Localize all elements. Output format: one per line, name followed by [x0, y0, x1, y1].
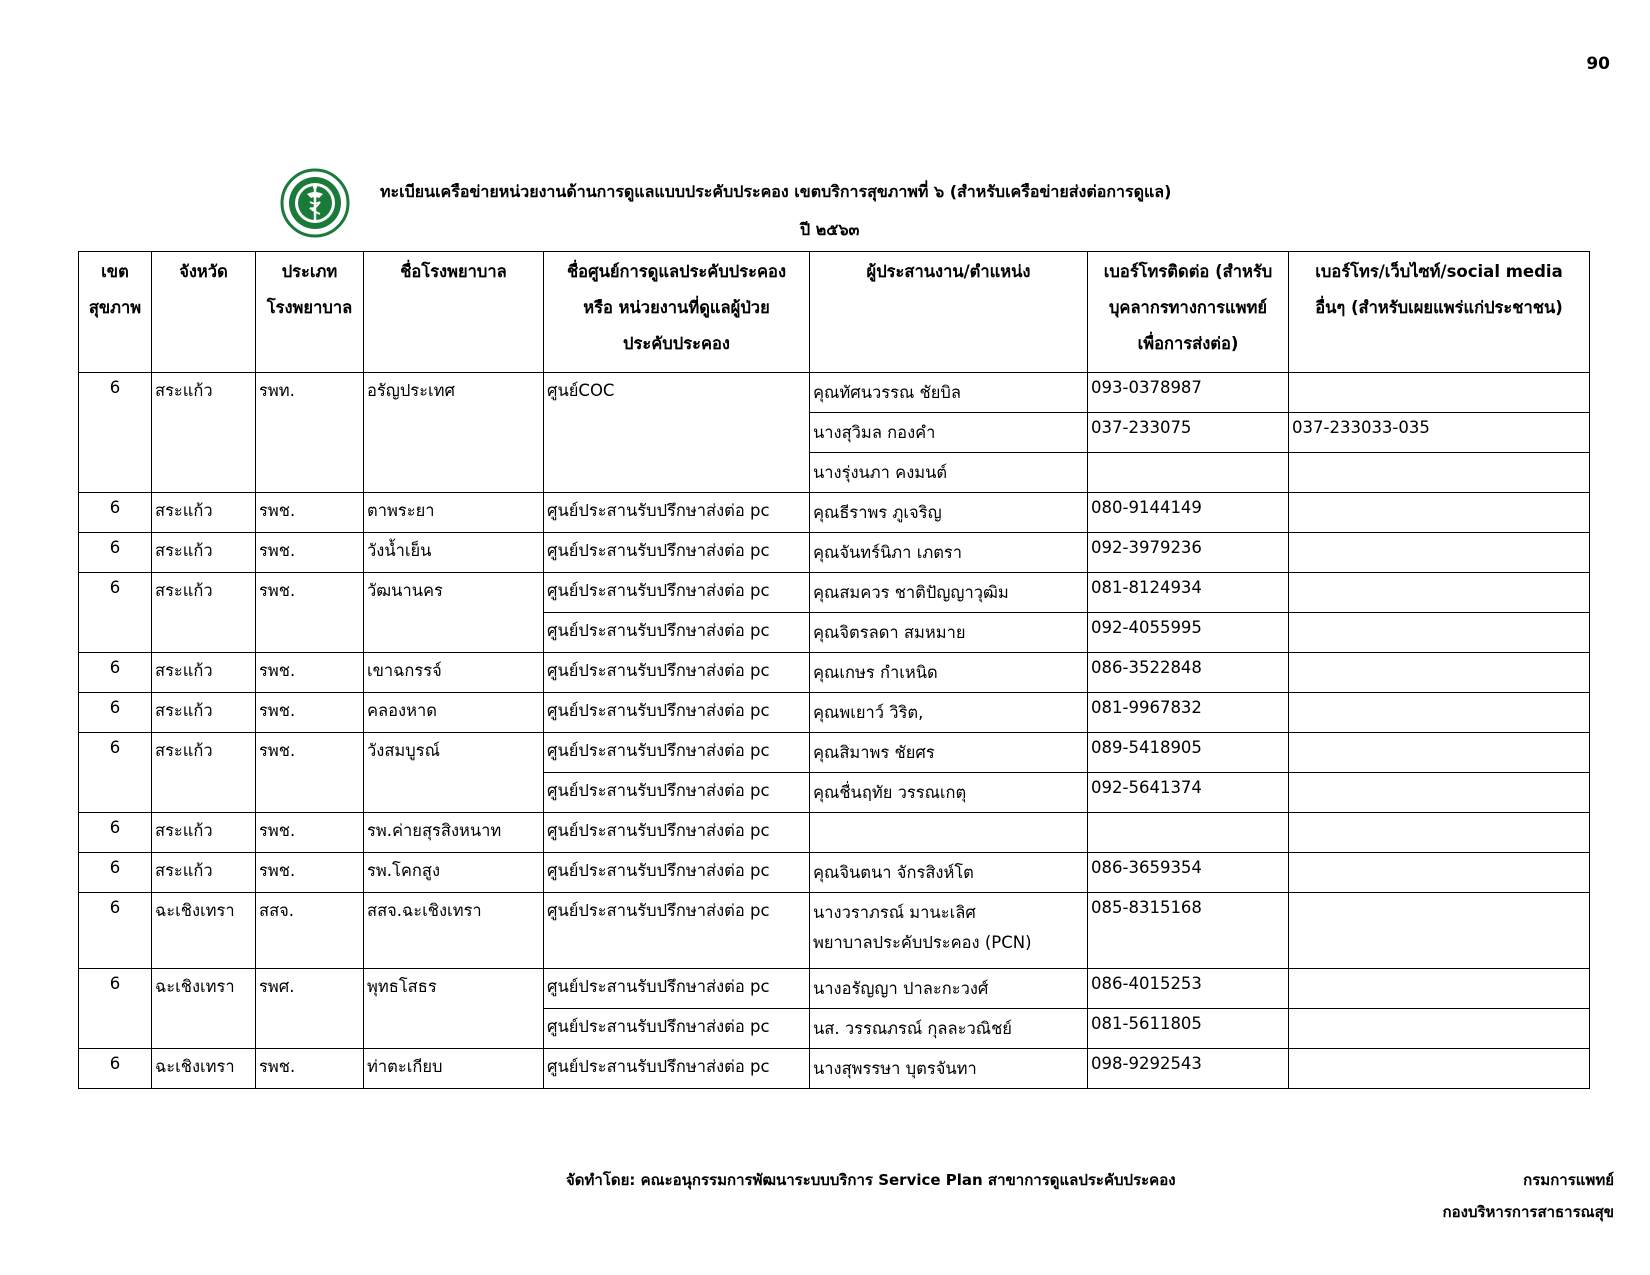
public-contact-cell — [1289, 533, 1590, 573]
referral-phone-cell: 092-4055995 — [1088, 613, 1289, 653]
ministry-seal-icon — [280, 168, 350, 238]
hospital-name-cell: ท่าตะเกียบ — [364, 1049, 544, 1089]
zone-cell: 6 — [79, 573, 152, 653]
hospital-name-cell: อรัญประเทศ — [364, 373, 544, 493]
document-title: ทะเบียนเครือข่ายหน่วยงานด้านการดูแลแบบประคับประคอง เขตบริการสุขภาพที่ ๖ (สำหรับเครือข่ายส่งต่อการดูแล) — [380, 182, 1172, 201]
zone-cell: 6 — [79, 693, 152, 733]
coordinator-cell — [810, 653, 1088, 693]
province-cell: สระแก้ว — [152, 573, 256, 653]
column-header — [152, 252, 256, 373]
hospital-name-cell: รพ.ค่ายสุรสิงหนาท — [364, 813, 544, 853]
province-cell: สระแก้ว — [152, 373, 256, 493]
care-center-cell: ศูนย์ประสานรับปรึกษาส่งต่อ pc — [544, 613, 810, 653]
public-contact-cell — [1289, 813, 1590, 853]
column-header-line: สุขภาพ — [88, 298, 142, 317]
column-header — [256, 252, 364, 373]
referral-phone-cell: 089-5418905 — [1088, 733, 1289, 773]
coordinator-cell — [810, 693, 1088, 733]
public-contact-cell — [1289, 893, 1590, 969]
coordinator-line: คุณพเยาว์ วิริต, — [813, 703, 924, 722]
zone-cell: 6 — [79, 533, 152, 573]
table-row — [79, 653, 1590, 693]
public-contact-cell — [1289, 693, 1590, 733]
hospital-name-cell: เขาฉกรรจ์ — [364, 653, 544, 693]
referral-phone-cell: 081-8124934 — [1088, 573, 1289, 613]
coordinator-line: คุณจันทร์นิภา เภตรา — [813, 543, 963, 562]
coordinator-line: คุณจิตรลดา สมหมาย — [813, 623, 966, 642]
care-center-cell: ศูนย์ประสานรับปรึกษาส่งต่อ pc — [544, 893, 810, 969]
column-header-line: บุคลากรทางการแพทย์ — [1108, 298, 1268, 317]
referral-phone-cell: 092-3979236 — [1088, 533, 1289, 573]
column-header-line: หรือ หน่วยงานที่ดูแลผู้ป่วย — [583, 298, 770, 317]
document-header — [280, 168, 1340, 238]
column-header-line: เขต — [101, 262, 129, 281]
table-row — [79, 893, 1590, 969]
coordinator-line: คุณสิมาพร ชัยศร — [813, 743, 935, 762]
public-contact-cell: 037-233033-035 — [1289, 413, 1590, 453]
column-header-line: ผู้ประสานงาน/ตำแหน่ง — [866, 262, 1031, 281]
province-cell: สระแก้ว — [152, 733, 256, 813]
page-number: 90 — [1586, 54, 1610, 74]
column-header-line: ประคับประคอง — [623, 334, 730, 353]
column-header-line: เบอร์โทรติดต่อ (สำหรับ — [1103, 262, 1273, 281]
column-header — [1088, 252, 1289, 373]
care-center-cell: ศูนย์ประสานรับปรึกษาส่งต่อ pc — [544, 533, 810, 573]
hospital-type-cell: รพช. — [256, 813, 364, 853]
care-center-cell: ศูนย์COC — [544, 373, 810, 493]
coordinator-line: คุณชื่นฤทัย วรรณเกตุ — [813, 783, 967, 802]
care-center-cell: ศูนย์ประสานรับปรึกษาส่งต่อ pc — [544, 1009, 810, 1049]
hospital-type-cell: รพท. — [256, 373, 364, 493]
referral-phone-cell: 081-9967832 — [1088, 693, 1289, 733]
column-header — [544, 252, 810, 373]
care-center-cell: ศูนย์ประสานรับปรึกษาส่งต่อ pc — [544, 693, 810, 733]
hospital-type-cell: สสจ. — [256, 893, 364, 969]
coordinator-cell — [810, 733, 1088, 773]
coordinator-line: พยาบาลประคับประคอง (PCN) — [813, 933, 1032, 952]
referral-phone-cell — [1088, 453, 1289, 493]
province-cell: ฉะเชิงเทรา — [152, 969, 256, 1049]
public-contact-cell — [1289, 1049, 1590, 1089]
public-contact-cell — [1289, 853, 1590, 893]
hospital-name-cell: สสจ.ฉะเชิงเทรา — [364, 893, 544, 969]
coordinator-line: คุณสมควร ชาติปัญญาวุฒิม — [813, 583, 1009, 602]
zone-cell: 6 — [79, 1049, 152, 1089]
coordinator-line: นางสุพรรษา บุตรจันทา — [813, 1059, 977, 1078]
table-row — [79, 969, 1590, 1009]
zone-cell: 6 — [79, 653, 152, 693]
province-cell: สระแก้ว — [152, 693, 256, 733]
province-cell: สระแก้ว — [152, 493, 256, 533]
hospital-name-cell: ตาพระยา — [364, 493, 544, 533]
column-header — [1289, 252, 1590, 373]
hospital-type-cell: รพศ. — [256, 969, 364, 1049]
referral-phone-cell — [1088, 813, 1289, 853]
table-row — [79, 493, 1590, 533]
care-center-cell: ศูนย์ประสานรับปรึกษาส่งต่อ pc — [544, 573, 810, 613]
referral-phone-cell: 086-3659354 — [1088, 853, 1289, 893]
column-header-line: โรงพยาบาล — [266, 298, 353, 317]
coordinator-cell — [810, 1049, 1088, 1089]
coordinator-line: คุณเกษร กำเหนิด — [813, 663, 938, 682]
hospital-type-cell: รพช. — [256, 733, 364, 813]
referral-phone-cell: 085-8315168 — [1088, 893, 1289, 969]
referral-phone-cell: 081-5611805 — [1088, 1009, 1289, 1049]
table-row — [79, 813, 1590, 853]
zone-cell: 6 — [79, 893, 152, 969]
public-contact-cell — [1289, 573, 1590, 613]
coordinator-line: นางรุ่งนภา คงมนต์ — [813, 463, 948, 482]
care-center-cell: ศูนย์ประสานรับปรึกษาส่งต่อ pc — [544, 493, 810, 533]
coordinator-cell — [810, 613, 1088, 653]
footer-department: กรมการแพทย์ — [1523, 1171, 1614, 1189]
hospital-type-cell: รพช. — [256, 653, 364, 693]
coordinator-line: นางสุวิมล กองคำ — [813, 423, 936, 442]
public-contact-cell — [1289, 613, 1590, 653]
coordinator-cell — [810, 969, 1088, 1009]
public-contact-cell — [1289, 453, 1590, 493]
public-contact-cell — [1289, 773, 1590, 813]
coordinator-cell — [810, 853, 1088, 893]
coordinator-cell — [810, 573, 1088, 613]
hospital-type-cell: รพช. — [256, 693, 364, 733]
hospital-type-cell: รพช. — [256, 853, 364, 893]
column-header-line: ชื่อโรงพยาบาล — [400, 262, 507, 281]
table-row — [79, 1049, 1590, 1089]
table-row — [79, 533, 1590, 573]
hospital-type-cell: รพช. — [256, 1049, 364, 1089]
public-contact-cell — [1289, 969, 1590, 1009]
document-year: ปี ๒๕๖๓ — [800, 220, 860, 239]
referral-phone-cell: 037-233075 — [1088, 413, 1289, 453]
coordinator-cell — [810, 773, 1088, 813]
public-contact-cell — [1289, 493, 1590, 533]
referral-phone-cell: 080-9144149 — [1088, 493, 1289, 533]
coordinator-cell — [810, 453, 1088, 493]
hospital-name-cell: คลองหาด — [364, 693, 544, 733]
coordinator-cell — [810, 493, 1088, 533]
coordinator-cell — [810, 1009, 1088, 1049]
public-contact-cell — [1289, 733, 1590, 773]
referral-phone-cell: 092-5641374 — [1088, 773, 1289, 813]
zone-cell: 6 — [79, 853, 152, 893]
public-contact-cell — [1289, 1009, 1590, 1049]
zone-cell: 6 — [79, 733, 152, 813]
coordinator-cell — [810, 413, 1088, 453]
province-cell: ฉะเชิงเทรา — [152, 1049, 256, 1089]
coordinator-line: นางอรัญญา ปาละกะวงศ์ — [813, 979, 989, 998]
care-center-cell: ศูนย์ประสานรับปรึกษาส่งต่อ pc — [544, 1049, 810, 1089]
province-cell: สระแก้ว — [152, 853, 256, 893]
hospital-type-cell: รพช. — [256, 493, 364, 533]
column-header-line: ประเภท — [281, 262, 338, 281]
coordinator-cell — [810, 373, 1088, 413]
column-header — [79, 252, 152, 373]
column-header — [810, 252, 1088, 373]
column-header-line: เพื่อการส่งต่อ) — [1137, 334, 1239, 353]
care-center-cell: ศูนย์ประสานรับปรึกษาส่งต่อ pc — [544, 813, 810, 853]
hospital-type-cell: รพช. — [256, 533, 364, 573]
footer-prepared-by: จัดทำโดย: คณะอนุกรรมการพัฒนาระบบบริการ Service Plan สาขาการดูแลประคับประคอง — [566, 1171, 1176, 1189]
public-contact-cell — [1289, 653, 1590, 693]
province-cell: สระแก้ว — [152, 653, 256, 693]
care-center-cell: ศูนย์ประสานรับปรึกษาส่งต่อ pc — [544, 733, 810, 773]
referral-phone-cell: 086-3522848 — [1088, 653, 1289, 693]
referral-phone-cell: 093-0378987 — [1088, 373, 1289, 413]
table-row — [79, 693, 1590, 733]
care-center-cell: ศูนย์ประสานรับปรึกษาส่งต่อ pc — [544, 773, 810, 813]
zone-cell: 6 — [79, 813, 152, 853]
column-header-line: อื่นๆ (สำหรับเผยแพร่แก่ประชาชน) — [1315, 298, 1563, 317]
zone-cell: 6 — [79, 493, 152, 533]
referral-phone-cell: 086-4015253 — [1088, 969, 1289, 1009]
coordinator-line: คุณธีราพร ภูเจริญ — [813, 503, 942, 522]
care-center-cell: ศูนย์ประสานรับปรึกษาส่งต่อ pc — [544, 969, 810, 1009]
hospital-name-cell: พุทธโสธร — [364, 969, 544, 1049]
hospital-name-cell: รพ.โคกสูง — [364, 853, 544, 893]
coordinator-cell — [810, 533, 1088, 573]
care-center-cell: ศูนย์ประสานรับปรึกษาส่งต่อ pc — [544, 853, 810, 893]
coordinator-cell — [810, 893, 1088, 969]
coordinator-cell — [810, 813, 1088, 853]
network-registry-table — [78, 251, 1590, 1089]
coordinator-line: นางวราภรณ์ มานะเลิศ — [813, 903, 976, 922]
column-header-line: จังหวัด — [179, 262, 228, 281]
zone-cell: 6 — [79, 969, 152, 1049]
care-center-cell: ศูนย์ประสานรับปรึกษาส่งต่อ pc — [544, 653, 810, 693]
column-header-line: เบอร์โทร/เว็บไซท์/social media — [1315, 262, 1563, 281]
table-row — [79, 733, 1590, 773]
coordinator-line: คุณทัศนวรรณ ชัยบิล — [813, 383, 961, 402]
zone-cell: 6 — [79, 373, 152, 493]
table-header-row — [79, 252, 1590, 373]
public-contact-cell — [1289, 373, 1590, 413]
province-cell: สระแก้ว — [152, 533, 256, 573]
table-row — [79, 853, 1590, 893]
province-cell: ฉะเชิงเทรา — [152, 893, 256, 969]
hospital-name-cell: วังน้ำเย็น — [364, 533, 544, 573]
table-row — [79, 573, 1590, 613]
table-row — [79, 373, 1590, 413]
column-header-line: ชื่อศูนย์การดูแลประคับประคอง — [566, 262, 787, 281]
hospital-name-cell: วังสมบูรณ์ — [364, 733, 544, 813]
province-cell: สระแก้ว — [152, 813, 256, 853]
coordinator-line: นส. วรรณภรณ์ กุลละวณิชย์ — [813, 1019, 1012, 1038]
coordinator-line: คุณจินตนา จักรสิงห์โต — [813, 863, 974, 882]
footer-division: กองบริหารการสาธารณสุข — [1442, 1203, 1614, 1221]
hospital-type-cell: รพช. — [256, 573, 364, 653]
referral-phone-cell: 098-9292543 — [1088, 1049, 1289, 1089]
hospital-name-cell: วัฒนานคร — [364, 573, 544, 653]
column-header — [364, 252, 544, 373]
